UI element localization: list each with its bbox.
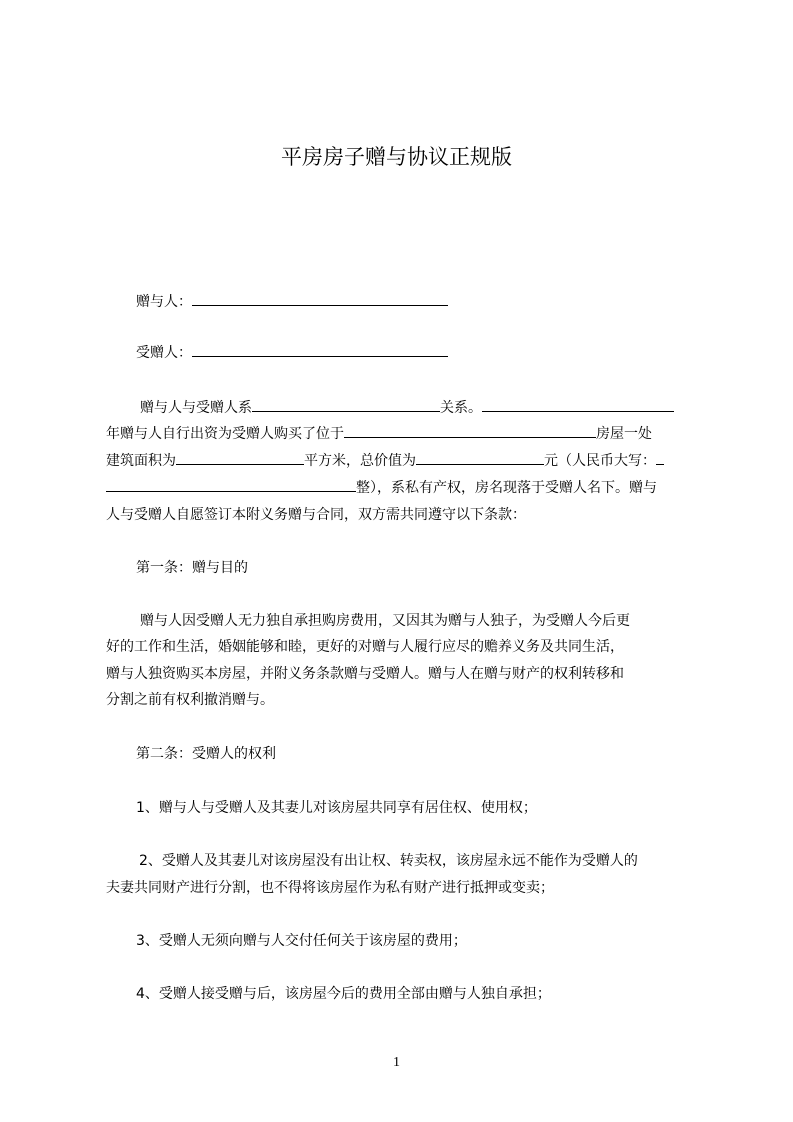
article-1-heading: 第一条：赠与目的 (136, 560, 248, 576)
article-1-line-4: 分割之前有权利撤消赠与。 (106, 692, 274, 708)
location-blank (344, 425, 596, 438)
article-1-line-1: 赠与人因受赠人无力独自承担购房费用，又因其为赠与人独子，为受赠人今后更 (140, 613, 630, 629)
relation-blank (252, 399, 440, 412)
donor-label: 赠与人： (136, 294, 192, 310)
intro-line-5: 人与受赠人自愿签订本附义务赠与合同，双方需共同遵守以下条款： (106, 507, 526, 523)
donee-blank (192, 344, 448, 357)
area-blank (176, 452, 304, 465)
article-2-heading: 第二条：受赠人的权利 (136, 746, 276, 762)
donor-blank (192, 293, 448, 306)
article-2-item-3: 3、受赠人无须向赠与人交付任何关于该房屋的费用； (136, 933, 467, 949)
intro-line-3: 建筑面积为 平方米，总价值为 元（人民币大写： (106, 451, 706, 471)
donor-line (136, 292, 706, 312)
article-2-item-2-line-2: 夫妻共同财产进行分割，也不得将该房屋作为私有财产进行抵押或变卖； (106, 880, 554, 896)
article-1-line-2: 好的工作和生活，婚姻能够和睦，更好的对赠与人履行应尽的赡养义务及共同生活， (106, 639, 624, 655)
donee-label: 受赠人： (136, 345, 192, 361)
page-number: 1 (393, 1055, 400, 1070)
donee-line (136, 343, 706, 363)
article-2-item-1: 1、赠与人与受赠人及其妻儿对该房屋共同享有居住权、使用权； (136, 800, 537, 816)
intro-line-4: 整），系私有产权，房名现落于受赠人名下。赠与 (106, 478, 706, 498)
amount-words-blank (106, 479, 356, 492)
year-blank (482, 399, 674, 412)
document-title: 平房房子赠与协议正规版 (281, 145, 512, 169)
intro-line-1: 赠与人与受赠人系 关系。 (140, 398, 740, 418)
article-2-item-4: 4、受赠人接受赠与后，该房屋今后的费用全部由赠与人独自承担； (136, 986, 551, 1002)
article-2-item-2-line-1: 2、受赠人及其妻儿对该房屋没有出让权、转卖权，该房屋永远不能作为受赠人的 (139, 853, 638, 869)
article-1-line-3: 赠与人独资购买本房屋，并附义务条款赠与受赠人。赠与人在赠与财产的权利转移和 (106, 666, 624, 682)
intro-line-2: 年赠与人自行出资为受赠人购买了位于 房屋一处 (106, 426, 652, 442)
value-blank (416, 452, 544, 465)
